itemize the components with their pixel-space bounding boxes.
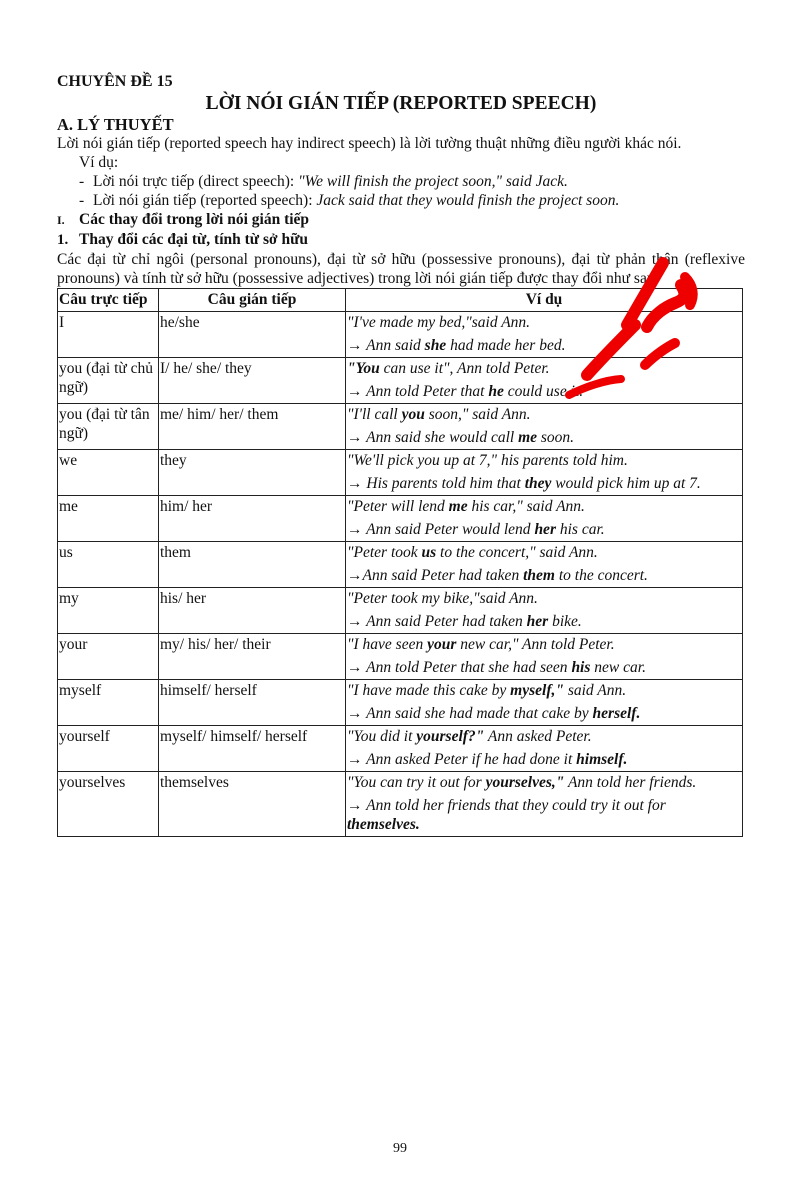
reported-speech-example: [57, 191, 745, 210]
example-highlight: me: [448, 498, 468, 515]
example-text: → Ann said she would call: [347, 429, 519, 446]
example-text: soon.: [537, 429, 575, 446]
example-text: Ann asked Peter.: [484, 728, 592, 745]
example-reported-line: [347, 566, 741, 585]
example-highlight: themselves.: [347, 816, 420, 833]
example-reported-line: [347, 428, 741, 447]
section-1-heading: [57, 210, 745, 230]
table-row: [58, 404, 743, 450]
reported-label: Lời nói gián tiếp (reported speech):: [93, 192, 317, 209]
cell-direct: yourself: [58, 726, 159, 772]
example-text: would pick him up at 7.: [551, 475, 701, 492]
example-text: → Ann said Peter would lend: [347, 521, 535, 538]
direct-example-text: "We will finish the project soon," said Jack.: [298, 173, 568, 190]
cell-indirect: they: [159, 450, 346, 496]
example-highlight: her: [526, 613, 549, 630]
example-text: → Ann asked Peter if he had done it: [347, 751, 577, 768]
example-highlight: yourself?": [416, 728, 485, 745]
example-highlight: us: [421, 544, 437, 561]
example-direct-line: [347, 543, 741, 562]
cell-direct: you (đại từ chủ ngữ): [58, 358, 159, 404]
cell-direct: yourselves: [58, 772, 159, 837]
example-direct-line: [347, 405, 741, 424]
example-direct-line: [347, 451, 741, 470]
cell-indirect: himself/ herself: [159, 680, 346, 726]
document-page: [57, 72, 745, 837]
table-body: [58, 312, 743, 837]
cell-direct: myself: [58, 680, 159, 726]
example-direct-line: [347, 313, 741, 332]
reported-example-text: Jack said that they would finish the project soon.: [316, 192, 620, 209]
table-row: [58, 772, 743, 837]
example-text: "We'll pick you up at 7," his parents told him.: [347, 452, 628, 469]
cell-indirect: them: [159, 542, 346, 588]
cell-indirect: themselves: [159, 772, 346, 837]
example-highlight: herself.: [592, 705, 641, 722]
example-highlight: you: [401, 406, 425, 423]
cell-indirect: I/ he/ she/ they: [159, 358, 346, 404]
example-reported-line: [347, 612, 741, 631]
example-text: "Peter took my bike,"said Ann.: [347, 590, 538, 607]
example-highlight: your: [427, 636, 457, 653]
cell-example: [346, 358, 743, 404]
table-row: [58, 312, 743, 358]
example-text: → Ann told Peter that: [347, 383, 489, 400]
example-reported-line: [347, 382, 741, 401]
direct-speech-example: [57, 172, 745, 191]
cell-direct: I: [58, 312, 159, 358]
example-highlight: her: [534, 521, 556, 538]
cell-direct: us: [58, 542, 159, 588]
example-text: "You can try it out for: [347, 774, 486, 791]
cell-example: [346, 496, 743, 542]
example-text: his car," said Ann.: [467, 498, 585, 515]
header-example: Ví dụ: [346, 289, 743, 312]
example-highlight: they: [524, 475, 552, 492]
table-row: [58, 358, 743, 404]
example-text: new car," Ann told Peter.: [456, 636, 615, 653]
page-number: 99: [393, 1141, 407, 1156]
example-direct-line: [347, 359, 741, 378]
header-indirect: Câu gián tiếp: [159, 289, 346, 312]
subsection-1-heading: [57, 230, 745, 250]
cell-example: [346, 726, 743, 772]
example-label: Ví dụ:: [79, 154, 119, 171]
example-text: → His parents told him that: [347, 475, 525, 492]
cell-direct: your: [58, 634, 159, 680]
example-highlight: yourselves,": [485, 774, 565, 791]
table-row: [58, 496, 743, 542]
direct-label: Lời nói trực tiếp (direct speech):: [93, 173, 299, 190]
example-direct-line: [347, 589, 741, 608]
example-text: to the concert.: [554, 567, 648, 584]
pronoun-change-paragraph: Các đại từ chỉ ngôi (personal pronouns), đại từ sở hữu (possessive pronouns), đại từ phản thân (reflexive pronouns) và tính từ sở hữu (possessive adjectives) trong lời nói gián tiếp được thay đổi như sau:: [57, 251, 745, 287]
example-reported-line: [347, 704, 741, 723]
cell-indirect: me/ him/ her/ them: [159, 404, 346, 450]
example-highlight: me: [518, 429, 538, 446]
topic-number: CHUYÊN ĐỀ 15: [57, 73, 173, 90]
subsection-1-title: Thay đổi các đại từ, tính từ sở hữu: [79, 231, 308, 248]
page-title: LỜI NÓI GIÁN TIẾP (REPORTED SPEECH): [205, 93, 597, 114]
bullet-dash: -: [79, 192, 85, 209]
example-text: soon," said Ann.: [424, 406, 531, 423]
cell-example: [346, 680, 743, 726]
pronoun-table: [57, 288, 743, 837]
example-text: said Ann.: [563, 682, 627, 699]
example-reported-line: [347, 474, 741, 493]
example-direct-line: [347, 635, 741, 654]
example-text: "I have seen: [347, 636, 428, 653]
cell-direct: we: [58, 450, 159, 496]
cell-example: [346, 404, 743, 450]
subsection-1-number: 1.: [57, 232, 69, 248]
example-text: can use it", Ann told Peter.: [379, 360, 550, 377]
example-text: to the concert," said Ann.: [436, 544, 598, 561]
example-text: "You did it: [347, 728, 417, 745]
example-text: bike.: [548, 613, 582, 630]
example-highlight: he: [488, 383, 504, 400]
example-highlight: himself.: [576, 751, 628, 768]
example-text: → Ann told her friends that they could try it out for: [347, 797, 666, 814]
example-text: "I have made this cake by: [347, 682, 511, 699]
example-highlight: she: [424, 337, 447, 354]
cell-indirect: my/ his/ her/ their: [159, 634, 346, 680]
cell-indirect: he/she: [159, 312, 346, 358]
example-direct-line: [347, 497, 741, 516]
table-row: [58, 588, 743, 634]
cell-example: [346, 772, 743, 837]
section-1-number: I.: [57, 213, 65, 227]
example-text: → Ann said: [347, 337, 425, 354]
cell-direct: me: [58, 496, 159, 542]
example-reported-line: [347, 520, 741, 539]
example-text: "Peter took: [347, 544, 422, 561]
example-text: "Peter will lend: [347, 498, 449, 515]
table-row: [58, 634, 743, 680]
example-text: could use it.: [503, 383, 584, 400]
table-header-row: [58, 289, 743, 312]
example-text: "I'll call: [347, 406, 402, 423]
example-text: his car.: [555, 521, 605, 538]
example-highlight: his: [571, 659, 591, 676]
cell-example: [346, 588, 743, 634]
example-reported-line: [347, 336, 741, 355]
cell-indirect: him/ her: [159, 496, 346, 542]
table-row: [58, 726, 743, 772]
example-highlight: them: [523, 567, 555, 584]
example-highlight: "You: [347, 360, 380, 377]
example-text: had made her bed.: [446, 337, 566, 354]
example-reported-line: [347, 750, 741, 769]
section-1-title: Các thay đổi trong lời nói gián tiếp: [79, 211, 310, 228]
example-text: →Ann said Peter had taken: [347, 567, 524, 584]
example-text: → Ann told Peter that she had seen: [347, 659, 572, 676]
bullet-dash: -: [79, 173, 85, 190]
cell-direct: you (đại từ tân ngữ): [58, 404, 159, 450]
example-reported-line: [347, 796, 741, 834]
cell-example: [346, 450, 743, 496]
example-text: → Ann said Peter had taken: [347, 613, 527, 630]
cell-example: [346, 312, 743, 358]
example-highlight: myself,": [510, 682, 564, 699]
cell-example: [346, 634, 743, 680]
example-text: Ann told her friends.: [564, 774, 697, 791]
example-direct-line: [347, 681, 741, 700]
table-row: [58, 542, 743, 588]
table-row: [58, 680, 743, 726]
definition-paragraph: Lời nói gián tiếp (reported speech hay indirect speech) là lời tường thuật những điều người khác nói.: [57, 135, 682, 152]
cell-direct: my: [58, 588, 159, 634]
example-text: new car.: [590, 659, 646, 676]
example-text: "I've made my bed,"said Ann.: [347, 314, 531, 331]
cell-example: [346, 542, 743, 588]
cell-indirect: his/ her: [159, 588, 346, 634]
example-text: → Ann said she had made that cake by: [347, 705, 593, 722]
example-direct-line: [347, 773, 741, 792]
table-row: [58, 450, 743, 496]
example-direct-line: [347, 727, 741, 746]
cell-indirect: myself/ himself/ herself: [159, 726, 346, 772]
section-a-heading: A. LÝ THUYẾT: [57, 115, 174, 134]
example-reported-line: [347, 658, 741, 677]
header-direct: Câu trực tiếp: [58, 289, 159, 312]
